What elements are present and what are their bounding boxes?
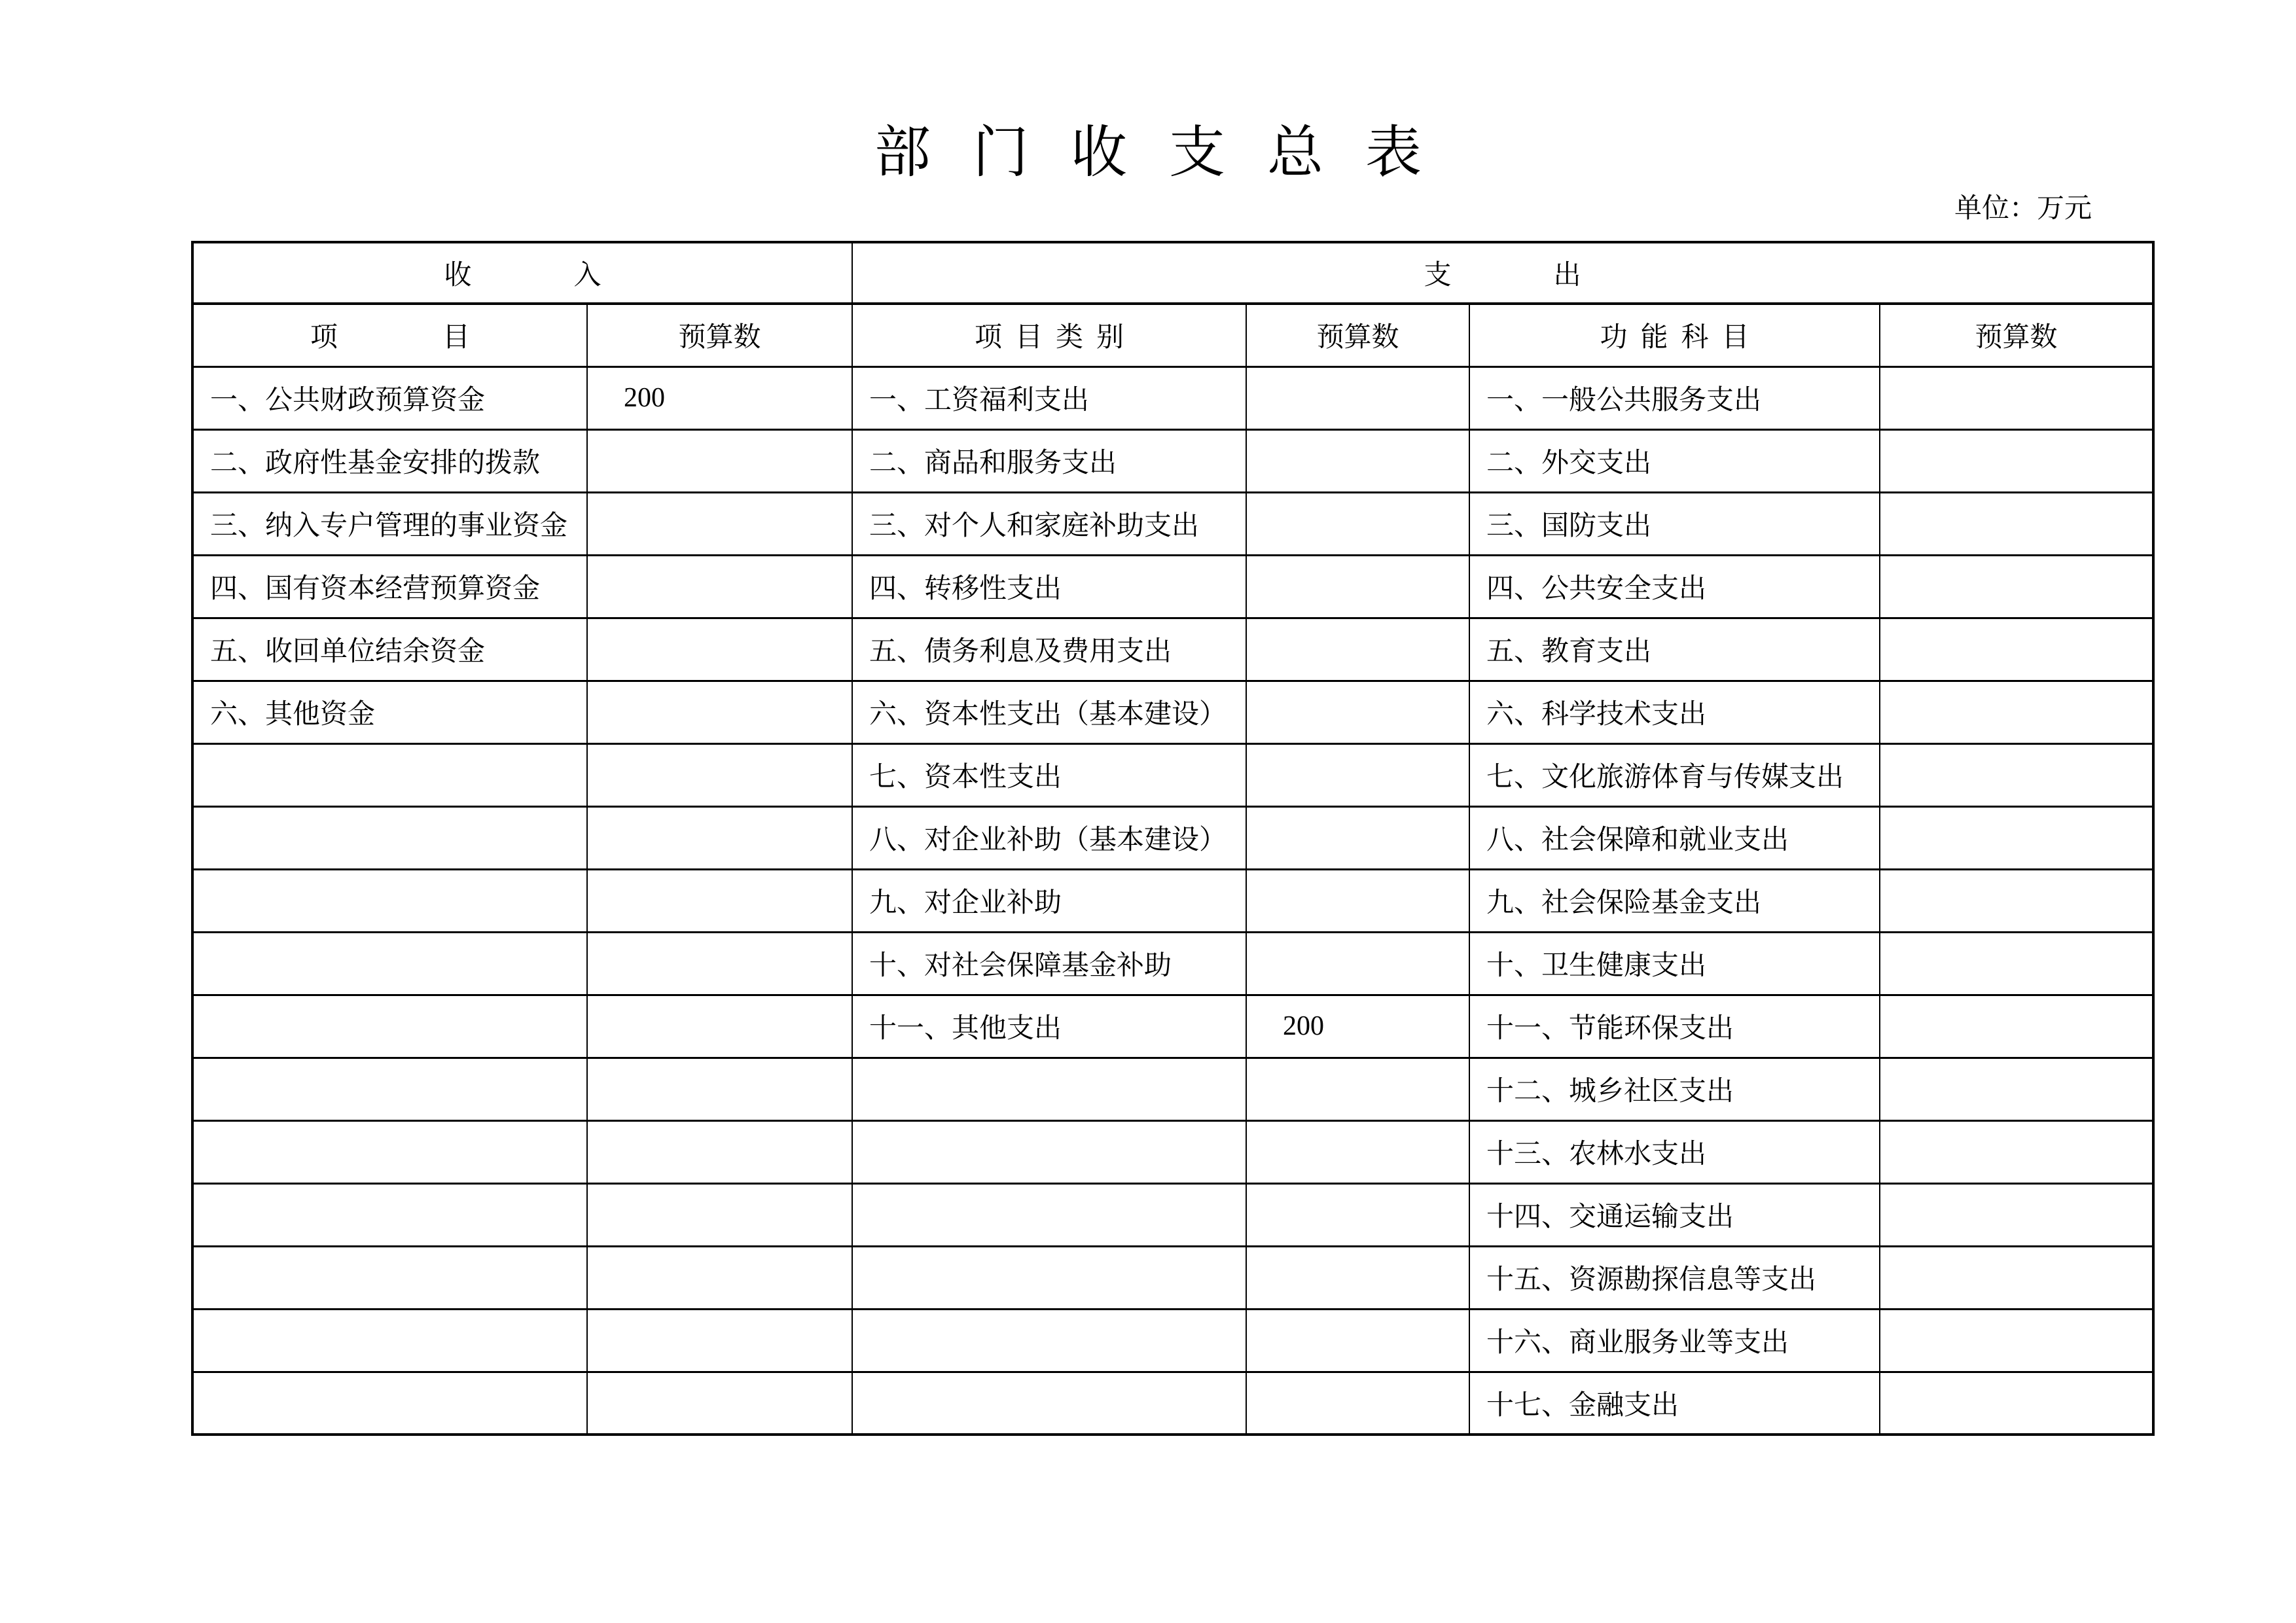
table-row [192, 743, 2153, 806]
function-subject-cell: 十三、农林水支出 [1469, 1120, 1880, 1183]
income-item-column-header: 项目 [192, 304, 587, 366]
income-item-cell [192, 743, 587, 806]
expense-category-cell: 二、商品和服务支出 [852, 429, 1246, 492]
expense-category-cell [852, 1309, 1246, 1372]
expense-category-cell [852, 1372, 1246, 1435]
table-head [192, 242, 2153, 366]
income-item-cell [192, 1183, 587, 1246]
function-budget-cell [1880, 1120, 2153, 1183]
income-item-cell [192, 1246, 587, 1309]
income-budget-cell [587, 429, 852, 492]
expense-category-budget-cell [1246, 1372, 1469, 1435]
expense-category-cell [852, 1183, 1246, 1246]
table-row [192, 618, 2153, 681]
expense-category-cell: 六、资本性支出（基本建设） [852, 681, 1246, 743]
expense-category-budget-cell [1246, 1058, 1469, 1120]
unit-label: 单位：万元 [1954, 194, 2092, 224]
expense-category-budget-cell [1246, 1246, 1469, 1309]
expense-category-budget-cell [1246, 1183, 1469, 1246]
income-item-cell: 二、政府性基金安排的拨款 [192, 429, 587, 492]
table-row [192, 1246, 2153, 1309]
table-row [192, 806, 2153, 869]
column-header-row [192, 304, 2153, 366]
function-subject-cell: 十、卫生健康支出 [1469, 932, 1880, 995]
expense-category-budget-cell [1246, 743, 1469, 806]
expense-category-budget-cell [1246, 1309, 1469, 1372]
function-subject-cell: 一、一般公共服务支出 [1469, 366, 1880, 429]
table-row [192, 1372, 2153, 1435]
function-subject-cell: 十一、节能环保支出 [1469, 995, 1880, 1058]
expense-category-budget-cell [1246, 555, 1469, 618]
income-budget-cell [587, 492, 852, 555]
income-item-cell [192, 1309, 587, 1372]
income-budget-cell [587, 1246, 852, 1309]
table-row [192, 681, 2153, 743]
income-budget-cell [587, 995, 852, 1058]
income-item-cell [192, 1120, 587, 1183]
income-item-cell [192, 1372, 587, 1435]
table-row [192, 1120, 2153, 1183]
income-budget-cell [587, 1058, 852, 1120]
expense-category-cell: 四、转移性支出 [852, 555, 1246, 618]
table-row [192, 932, 2153, 995]
expense-category-budget-cell [1246, 681, 1469, 743]
income-budget-cell [587, 1372, 852, 1435]
function-budget-cell [1880, 618, 2153, 681]
expense-category-cell: 十一、其他支出 [852, 995, 1246, 1058]
function-budget-cell [1880, 429, 2153, 492]
expense-category-budget-cell [1246, 806, 1469, 869]
income-item-cell: 四、国有资本经营预算资金 [192, 555, 587, 618]
function-budget-cell [1880, 1246, 2153, 1309]
income-budget-cell [587, 1309, 852, 1372]
income-budget-cell [587, 1120, 852, 1183]
function-budget-cell [1880, 995, 2153, 1058]
table-row [192, 1309, 2153, 1372]
table-row [192, 366, 2153, 429]
income-item-cell [192, 1058, 587, 1120]
expense-category-cell [852, 1246, 1246, 1309]
function-budget-cell [1880, 681, 2153, 743]
expense-category-budget-cell: 200 [1246, 995, 1469, 1058]
expense-section-header: 支出 [852, 242, 2153, 304]
expense-category-cell: 一、工资福利支出 [852, 366, 1246, 429]
function-budget-cell [1880, 366, 2153, 429]
income-item-cell: 一、公共财政预算资金 [192, 366, 587, 429]
expense-category-cell: 七、资本性支出 [852, 743, 1246, 806]
page-title: 部门收支总表 [874, 121, 1463, 184]
expense-category-cell: 五、债务利息及费用支出 [852, 618, 1246, 681]
table-row [192, 995, 2153, 1058]
function-budget-cell [1880, 806, 2153, 869]
function-subject-cell: 六、科学技术支出 [1469, 681, 1880, 743]
income-budget-cell [587, 555, 852, 618]
income-budget-cell [587, 806, 852, 869]
function-budget-cell [1880, 743, 2153, 806]
function-subject-cell: 四、公共安全支出 [1469, 555, 1880, 618]
function-budget-cell [1880, 1058, 2153, 1120]
expense-category-cell: 三、对个人和家庭补助支出 [852, 492, 1246, 555]
income-budget-cell [587, 743, 852, 806]
table-row [192, 429, 2153, 492]
function-subject-cell: 十五、资源勘探信息等支出 [1469, 1246, 1880, 1309]
budget-table [191, 241, 2155, 1436]
function-subject-cell: 八、社会保障和就业支出 [1469, 806, 1880, 869]
function-subject-cell: 三、国防支出 [1469, 492, 1880, 555]
expense-category-budget-cell [1246, 932, 1469, 995]
table-row [192, 1183, 2153, 1246]
income-item-cell [192, 806, 587, 869]
expense-category-column-header: 项目类别 [852, 304, 1246, 366]
function-subject-cell: 十七、金融支出 [1469, 1372, 1880, 1435]
function-subject-column-header: 功能科目 [1469, 304, 1880, 366]
table-row [192, 1058, 2153, 1120]
section-header-row [192, 242, 2153, 304]
income-budget-cell [587, 932, 852, 995]
expense-category-budget-cell [1246, 429, 1469, 492]
expense-category-cell: 十、对社会保障基金补助 [852, 932, 1246, 995]
function-subject-cell: 十二、城乡社区支出 [1469, 1058, 1880, 1120]
expense-category-budget-cell [1246, 869, 1469, 932]
income-item-cell: 六、其他资金 [192, 681, 587, 743]
income-budget-cell [587, 1183, 852, 1246]
table-row [192, 869, 2153, 932]
function-subject-cell: 十六、商业服务业等支出 [1469, 1309, 1880, 1372]
income-budget-cell [587, 869, 852, 932]
table-row [192, 492, 2153, 555]
function-budget-cell [1880, 1183, 2153, 1246]
expense-category-cell: 九、对企业补助 [852, 869, 1246, 932]
function-subject-cell: 九、社会保险基金支出 [1469, 869, 1880, 932]
table-body [192, 366, 2153, 1435]
function-budget-cell [1880, 555, 2153, 618]
expense-category-cell [852, 1058, 1246, 1120]
income-item-cell [192, 995, 587, 1058]
expense-category-budget-cell [1246, 618, 1469, 681]
expense-category-cell: 八、对企业补助（基本建设） [852, 806, 1246, 869]
expense-category-budget-cell [1246, 492, 1469, 555]
function-budget-cell [1880, 492, 2153, 555]
income-budget-cell: 200 [587, 366, 852, 429]
table-row [192, 555, 2153, 618]
expense-category-budget-cell [1246, 1120, 1469, 1183]
function-budget-column-header: 预算数 [1880, 304, 2153, 366]
expense-category-budget-cell [1246, 366, 1469, 429]
income-item-cell: 五、收回单位结余资金 [192, 618, 587, 681]
income-budget-cell [587, 681, 852, 743]
income-item-cell [192, 932, 587, 995]
function-budget-cell [1880, 1372, 2153, 1435]
income-budget-column-header: 预算数 [587, 304, 852, 366]
function-budget-cell [1880, 932, 2153, 995]
function-subject-cell: 五、教育支出 [1469, 618, 1880, 681]
income-item-cell [192, 869, 587, 932]
function-subject-cell: 十四、交通运输支出 [1469, 1183, 1880, 1246]
function-subject-cell: 二、外交支出 [1469, 429, 1880, 492]
function-budget-cell [1880, 1309, 2153, 1372]
function-budget-cell [1880, 869, 2153, 932]
income-budget-cell [587, 618, 852, 681]
expense-category-cell [852, 1120, 1246, 1183]
expense-category-budget-column-header: 预算数 [1246, 304, 1469, 366]
function-subject-cell: 七、文化旅游体育与传媒支出 [1469, 743, 1880, 806]
income-item-cell: 三、纳入专户管理的事业资金 [192, 492, 587, 555]
income-section-header: 收入 [192, 242, 852, 304]
